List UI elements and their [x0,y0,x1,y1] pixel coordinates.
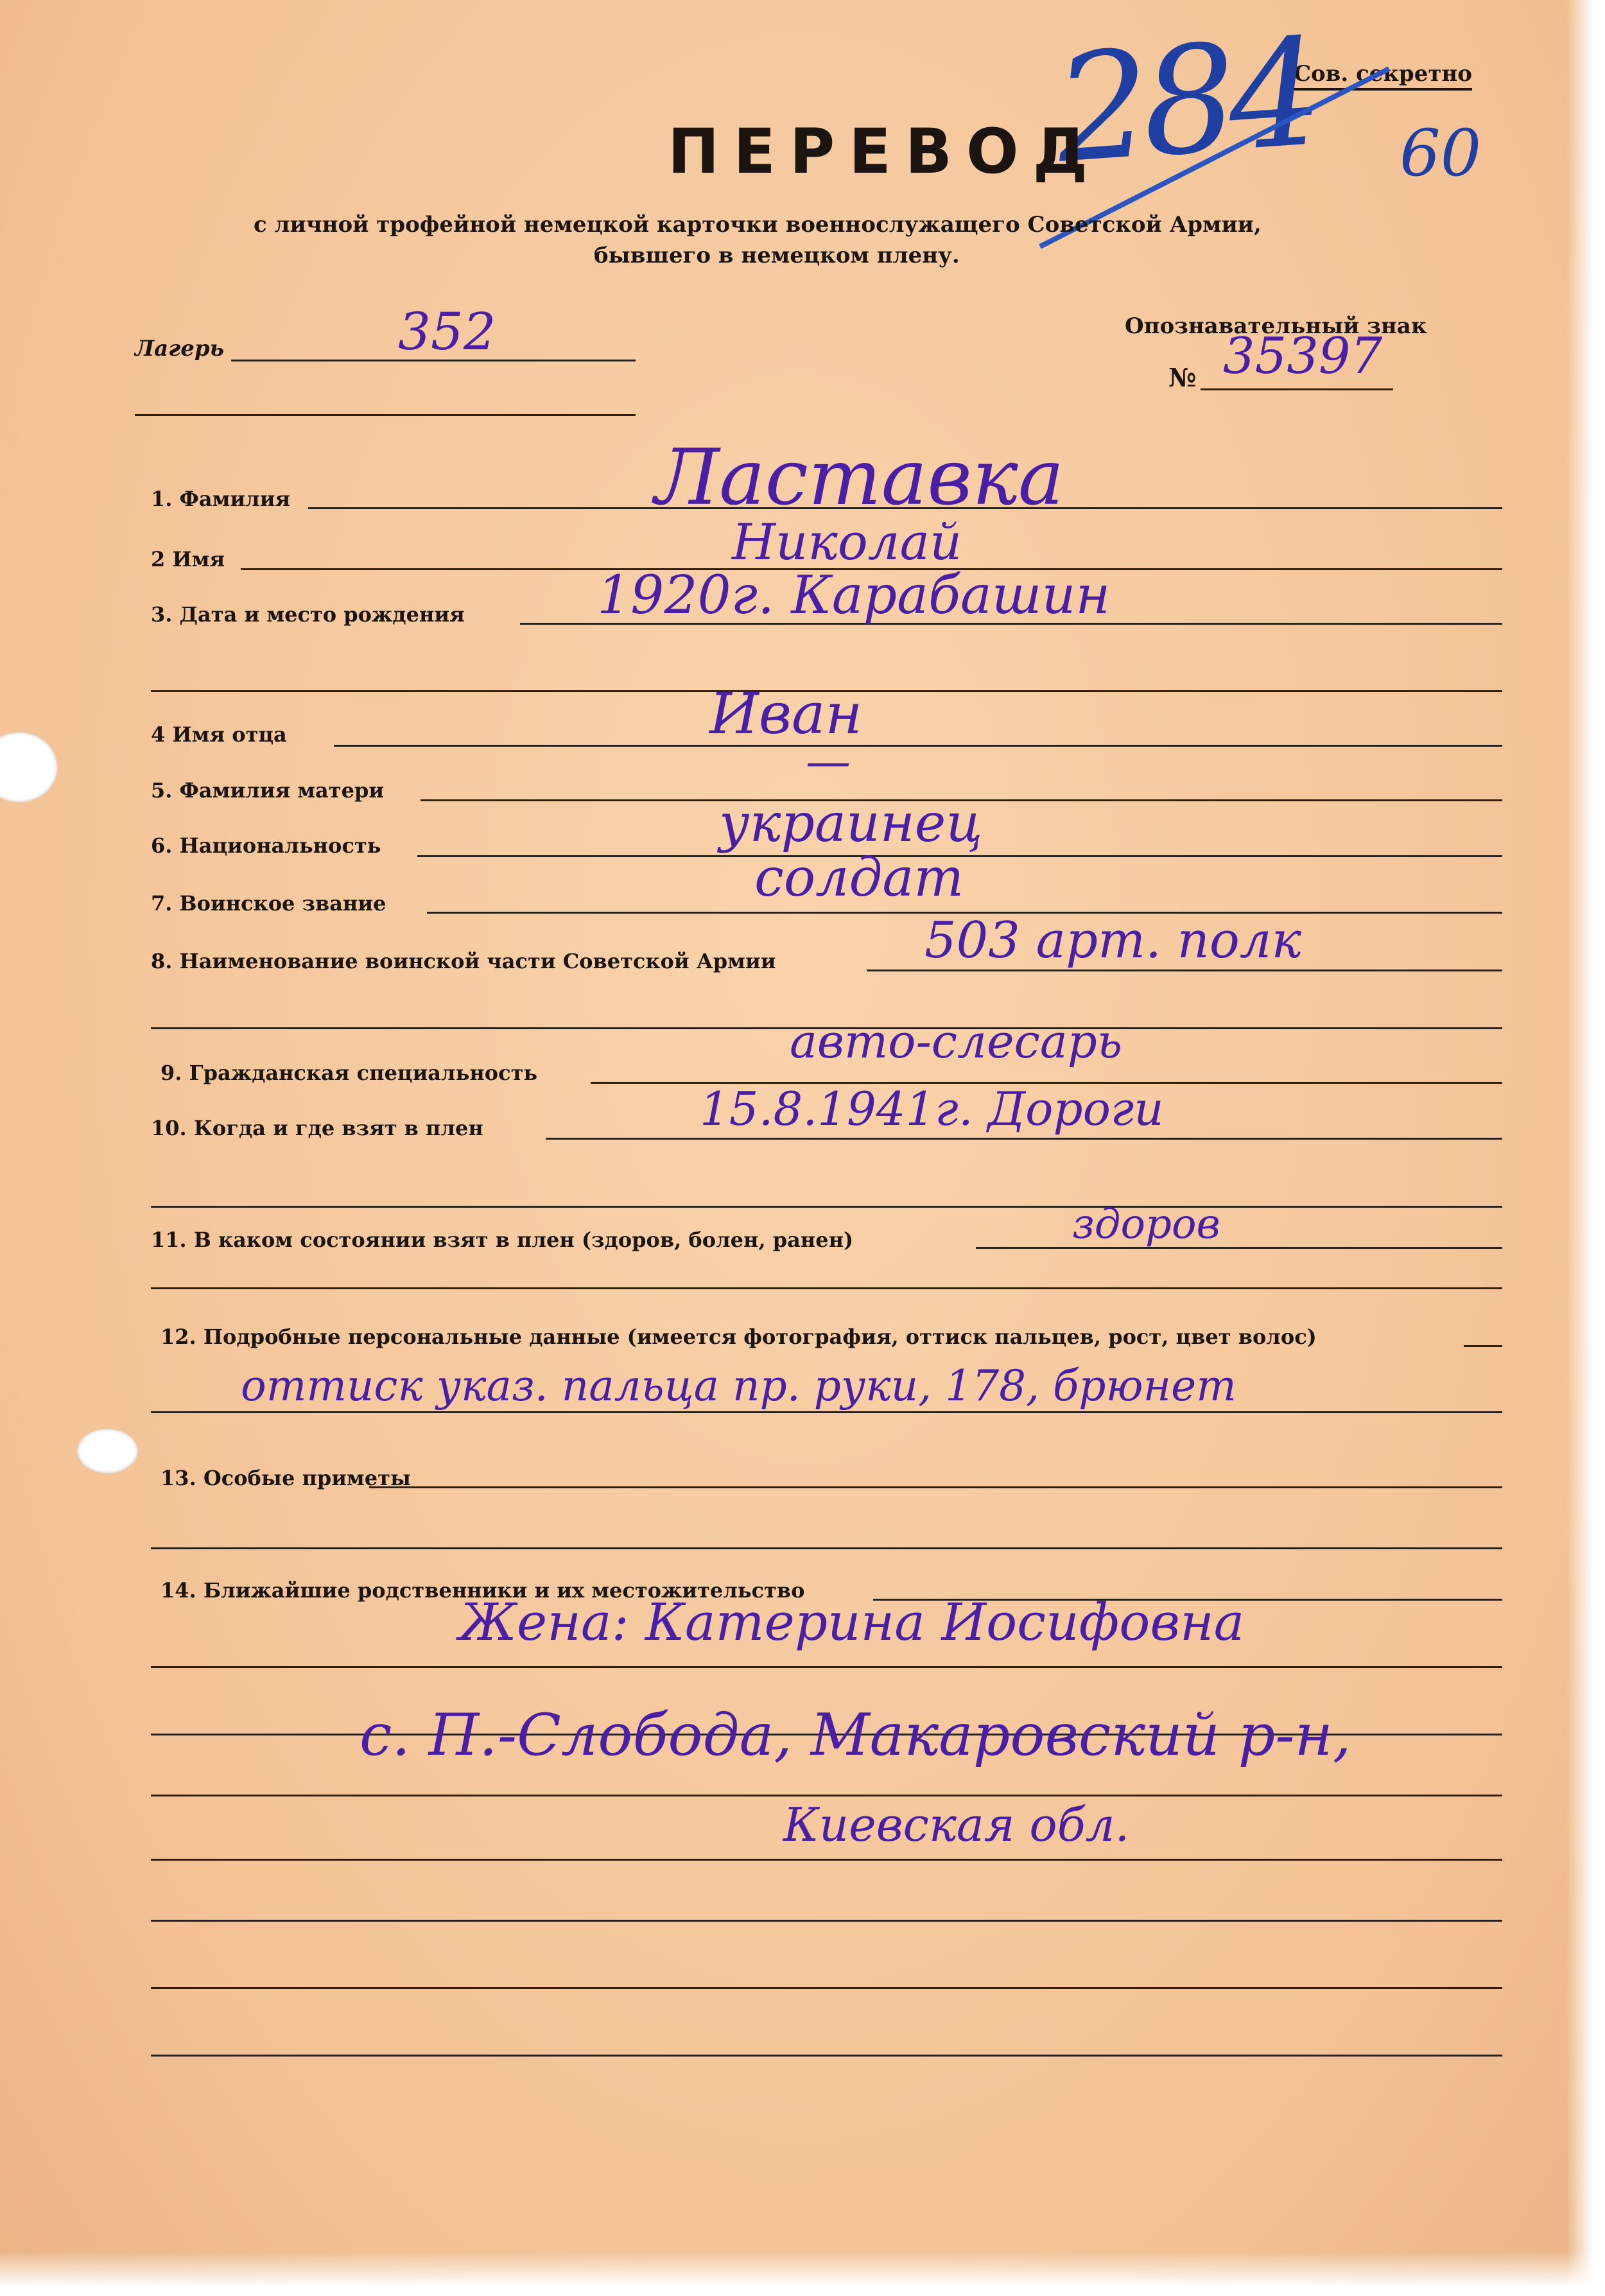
field-7-value: солдат [754,848,964,909]
field-11-label: 11. В каком состоянии взят в плен (здоров, болен, ранен) [151,1228,854,1252]
field-10-label: 10. Когда и где взят в плен [151,1116,483,1140]
field-8-label: 8. Наименование воинской части Советской Армии [151,949,776,973]
field-1-label: 1. Фамилия [151,487,291,511]
relatives-line-2: с. П.-Слобода, Макаровский р-н, [360,1701,1351,1769]
field-2-value: Николай [732,514,962,571]
paper-edge-bottom [0,2251,1605,2296]
punch-hole-top [0,732,58,803]
field-12-label: 12. Подробные персональные данные (имеется фотография, оттиск пальцев, рост, цвет волос) [160,1325,1317,1349]
field-5-value: — [806,735,851,788]
field-10-value: 15.8.1941г. Дороги [700,1082,1164,1136]
paper-edge-right [1566,0,1605,2296]
field-11-value: здоров [1072,1201,1220,1248]
field-5-label: 5. Фамилия матери [151,778,385,803]
relatives-rule-1 [151,1666,1502,1668]
relatives-rule-5 [151,1920,1502,1922]
field-2-label: 2 Имя [151,547,225,571]
field-12-line [1464,1345,1502,1347]
relatives-line-1: Жена: Катерина Иосифовна [459,1592,1245,1652]
document-title: ПЕРЕВОД [668,116,1102,187]
id-tag-prefix: № [1168,363,1197,393]
camp-label: Лагерь [135,336,225,361]
field-11-line [976,1247,1502,1249]
field-4-value: Иван [709,681,863,747]
field-6-value: украинец [719,793,983,854]
relatives-rule-6 [151,1987,1502,1989]
camp-value: 352 [398,302,496,361]
field-8-line [867,970,1502,971]
field-3-label: 3. Дата и место рождения [151,602,465,627]
field-7-label: 7. Воинское звание [151,891,386,916]
id-tag-label: Опознавательный знак [1125,313,1427,339]
relatives-rule-4 [151,1859,1502,1861]
relatives-rule-3 [151,1795,1502,1796]
field-10-line [546,1138,1502,1140]
id-tag-underline [1201,388,1393,390]
relatives-rule-7 [151,2055,1502,2057]
classification-stamp: Сов. секретно [1294,61,1472,91]
field-13-second-line [151,1547,1502,1549]
field-9-label: 9. Гражданская специальность [160,1061,538,1085]
field-4-label: 4 Имя отца [151,722,287,747]
field-12-second-line [151,1411,1502,1413]
field-11-second-line [151,1287,1502,1289]
field-3-value: 1920г. Карабашин [597,565,1111,626]
field-8-value: 503 арт. полк [924,912,1302,970]
id-tag-value: 35397 [1223,327,1383,385]
page-number: 60 [1400,116,1482,191]
field-12-value: оттиск указ. пальца пр. руки, 178, брюнет [241,1361,1236,1411]
punch-hole-bottom [77,1429,138,1474]
document-subtitle-1: с личной трофейной немецкой карточки военнослужащего Советской Армии, [254,212,1262,238]
file-number: 284 [1050,7,1321,196]
field-6-label: 6. Национальность [151,833,381,858]
field-13-label: 13. Особые приметы [160,1466,412,1490]
relatives-line-3: Киевская обл. [783,1798,1130,1852]
field-4-line [334,745,1502,747]
field-10-second-line [151,1206,1502,1208]
field-9-value: авто-слесарь [790,1014,1123,1068]
field-13-line [369,1486,1502,1488]
field-14-label: 14. Ближайшие родственники и их местожительство [160,1578,805,1603]
camp-second-line [135,414,636,416]
field-1-value: Ластавка [655,433,1064,523]
document-subtitle-2: бывшего в немецком плену. [594,243,960,268]
